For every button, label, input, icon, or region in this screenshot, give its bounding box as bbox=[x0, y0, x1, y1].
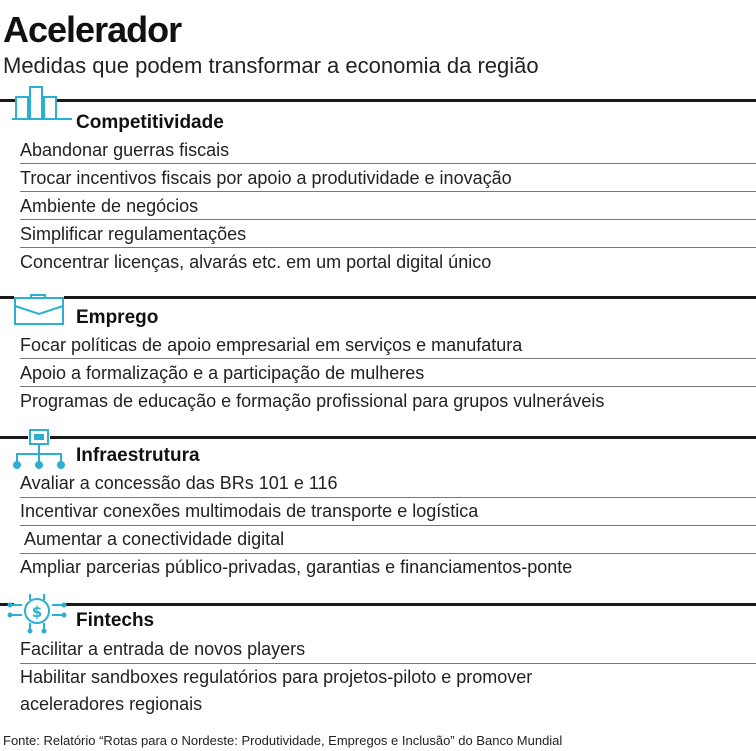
briefcase-icon bbox=[8, 294, 68, 326]
digital-coin-icon bbox=[6, 591, 70, 635]
list-item: Abandonar guerras fiscais bbox=[20, 140, 230, 160]
list-item: Trocar incentivos fiscais por apoio a produtividade e inovação bbox=[20, 168, 512, 188]
row-divider bbox=[20, 247, 756, 248]
source-note: Fonte: Relatório “Rotas para o Nordeste: Produtividade, Empregos e Inclusão” do Banco Mundial bbox=[3, 733, 563, 748]
page-title: Acelerador bbox=[3, 9, 182, 50]
list-item: Habilitar sandboxes regulatórios para projetos-piloto e promover bbox=[20, 667, 533, 687]
list-item: Avaliar a concessão das BRs 101 e 116 bbox=[20, 473, 338, 493]
row-divider bbox=[20, 191, 756, 192]
page-subtitle: Medidas que podem transformar a economia da região bbox=[3, 53, 539, 78]
section-divider bbox=[0, 99, 756, 102]
svg-text:$: $ bbox=[31, 603, 43, 621]
section-emprego bbox=[0, 296, 756, 426]
section-title: Infraestrutura bbox=[76, 445, 200, 466]
section-title: Emprego bbox=[76, 307, 159, 328]
list-item: Concentrar licenças, alvarás etc. em um portal digital único bbox=[20, 252, 492, 272]
list-item: Apoio a formalização e a participação de mulheres bbox=[20, 363, 425, 383]
section-divider bbox=[0, 603, 756, 606]
list-item: Programas de educação e formação profissional para grupos vulneráveis bbox=[20, 391, 605, 411]
list-item: aceleradores regionais bbox=[20, 694, 203, 714]
section-title: Competitividade bbox=[76, 112, 224, 133]
list-item: Simplificar regulamentações bbox=[20, 224, 247, 244]
row-divider bbox=[20, 386, 756, 387]
list-item: Facilitar a entrada de novos players bbox=[20, 639, 306, 659]
row-divider bbox=[20, 663, 756, 664]
list-item: Focar políticas de apoio empresarial em serviços e manufatura bbox=[20, 335, 523, 355]
section-fintechs bbox=[0, 603, 756, 723]
section-infraestrutura bbox=[0, 436, 756, 586]
row-divider bbox=[20, 163, 756, 164]
section-title: Fintechs bbox=[76, 610, 155, 631]
list-item: Incentivar conexões multimodais de transporte e logística bbox=[20, 501, 479, 521]
bar-chart-icon bbox=[8, 85, 72, 135]
row-divider bbox=[20, 553, 756, 554]
row-divider bbox=[20, 358, 756, 359]
network-icon bbox=[8, 428, 68, 470]
list-item: Ambiente de negócios bbox=[20, 196, 199, 216]
section-divider bbox=[0, 296, 756, 299]
section-competitividade bbox=[0, 99, 756, 279]
list-item: Ampliar parcerias público-privadas, garantias e financiamentos-ponte bbox=[20, 557, 573, 577]
row-divider bbox=[20, 219, 756, 220]
list-item: Aumentar a conectividade digital bbox=[20, 529, 285, 549]
row-divider bbox=[20, 497, 756, 498]
section-divider bbox=[0, 436, 756, 439]
row-divider bbox=[20, 525, 756, 526]
